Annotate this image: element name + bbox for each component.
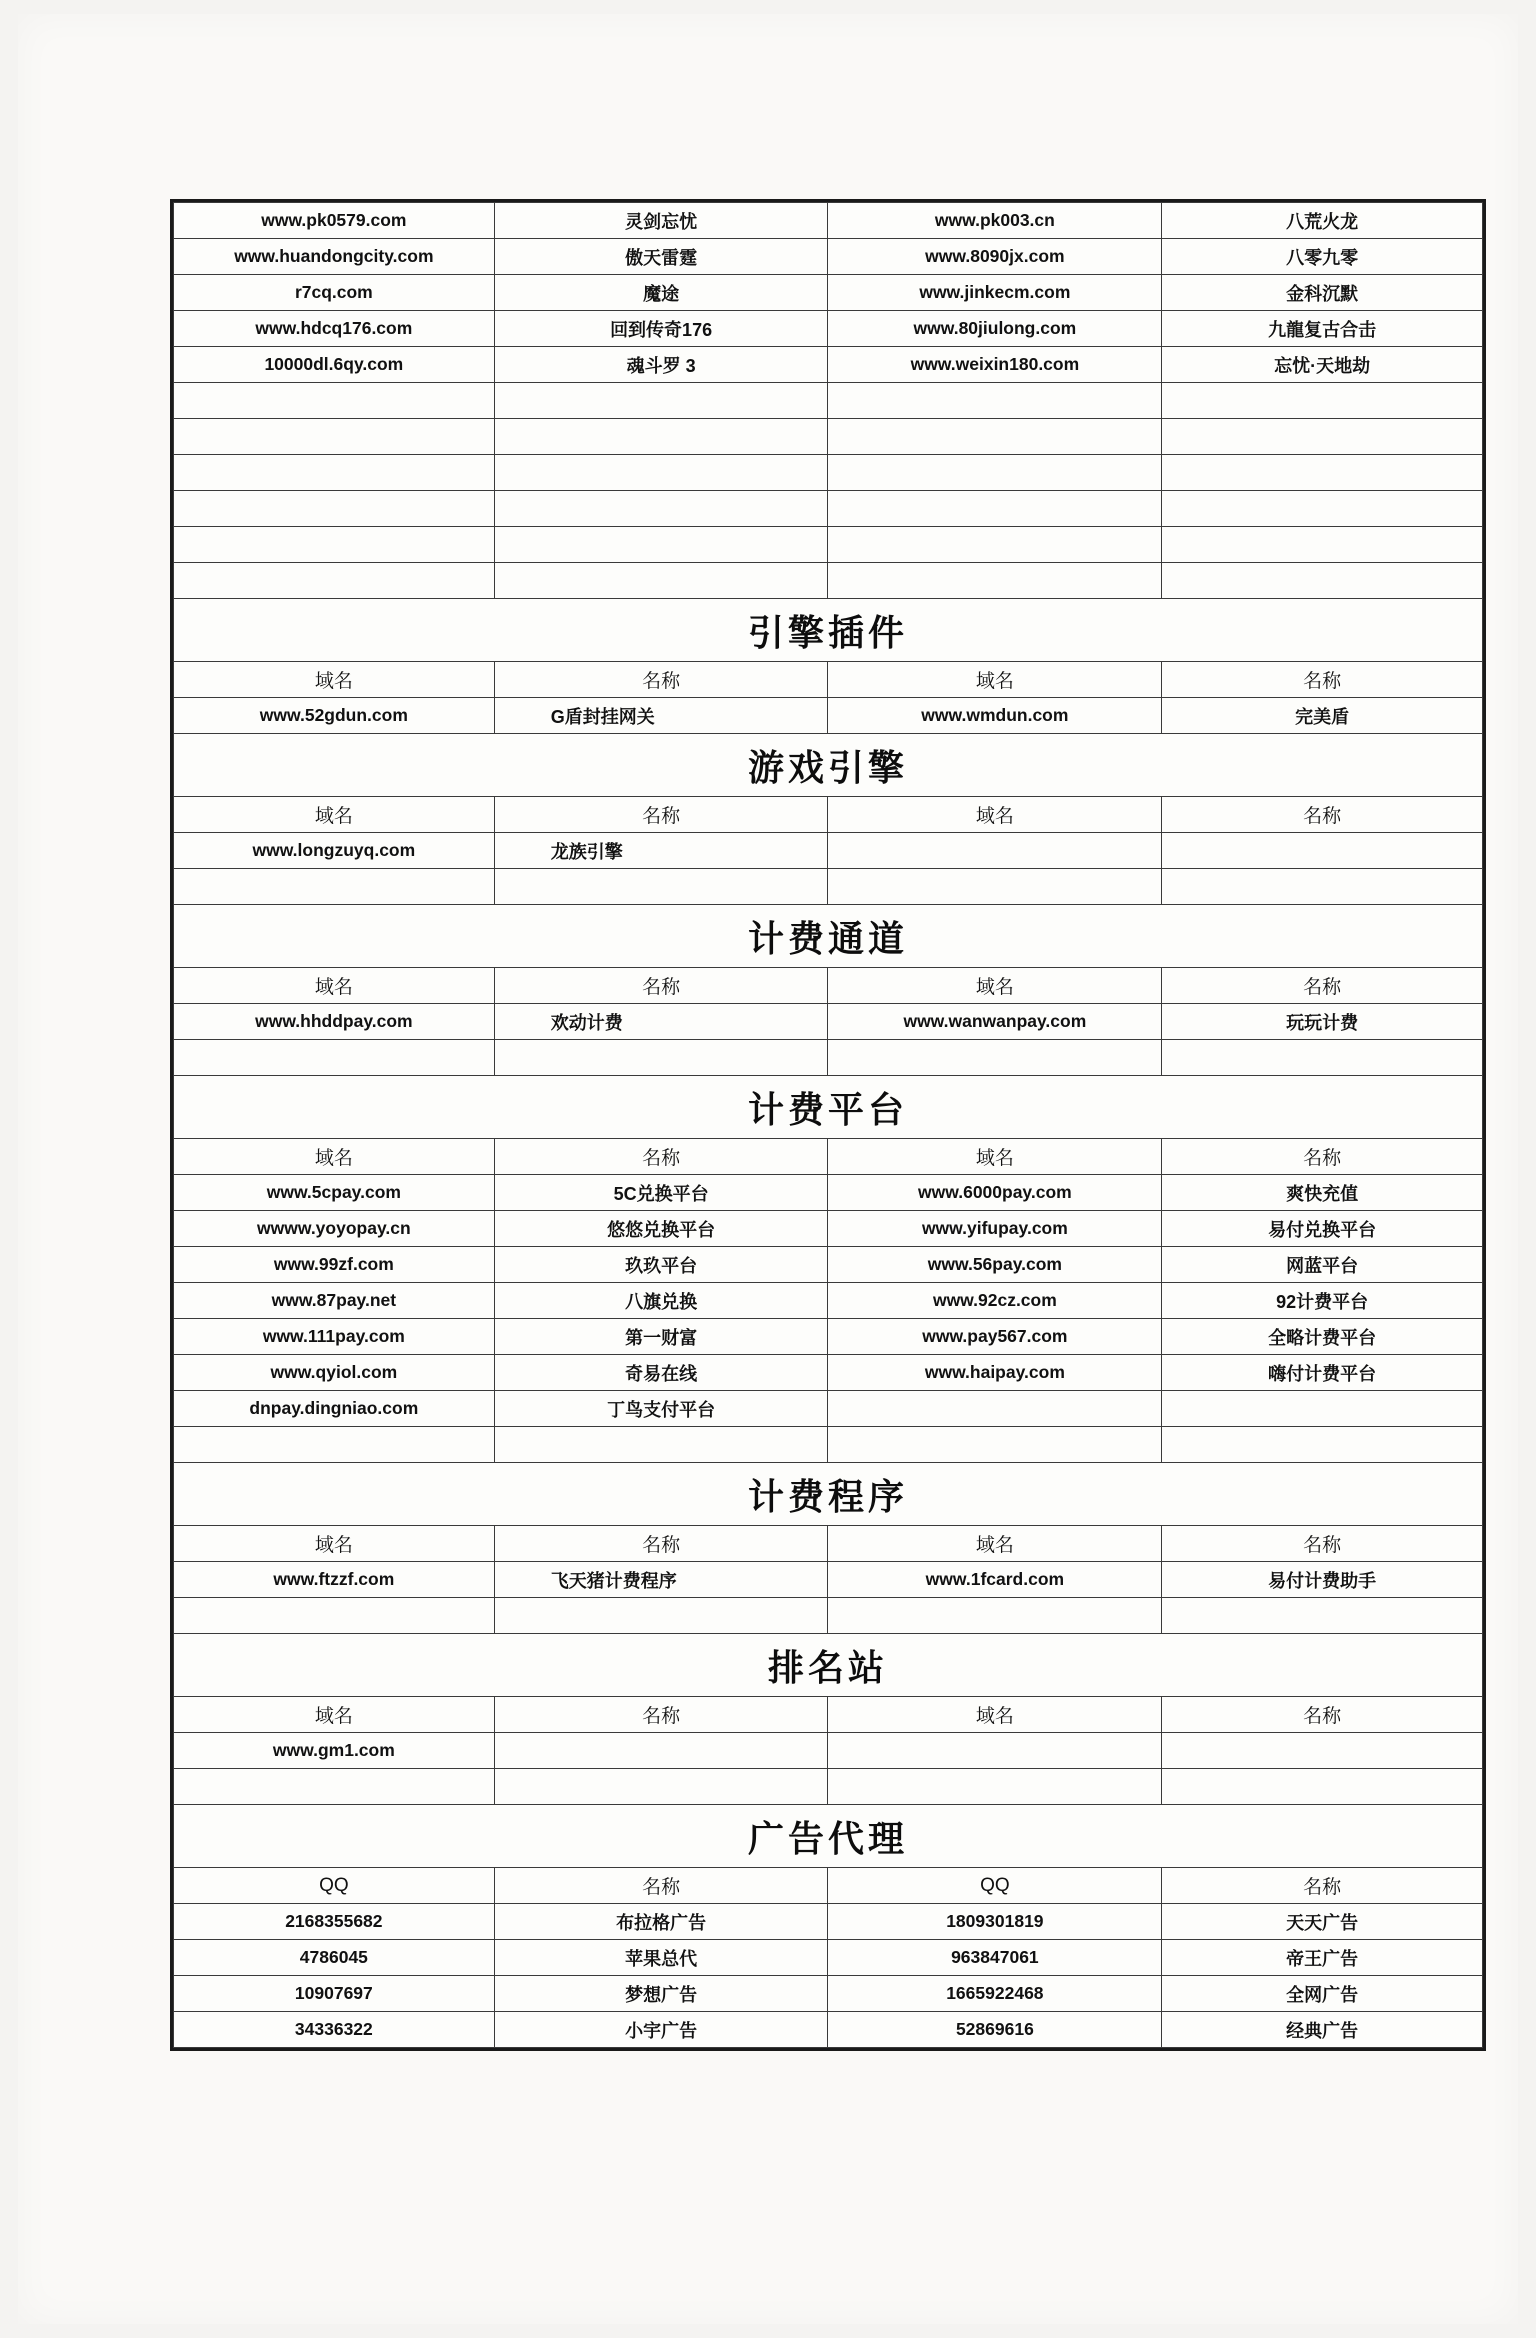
- cell-name: 5C兑换平台: [494, 1175, 828, 1211]
- column-header: 名称: [494, 1526, 828, 1562]
- section-title: 计费程序: [174, 1463, 1483, 1526]
- section-title: 广告代理: [174, 1805, 1483, 1868]
- table-row: [174, 1940, 1483, 1976]
- cell-empty: [174, 1769, 495, 1805]
- cell-name: 经典广告: [1162, 2012, 1483, 2048]
- cell-empty: [494, 869, 828, 905]
- cell-name: 全略计费平台: [1162, 1319, 1483, 1355]
- column-header: 域名: [174, 1526, 495, 1562]
- cell-name: 悠悠兑换平台: [494, 1211, 828, 1247]
- section-title-row: [174, 1634, 1483, 1697]
- cell-domain: www.92cz.com: [828, 1283, 1162, 1319]
- cell-domain: 10907697: [174, 1976, 495, 2012]
- cell-domain: www.qyiol.com: [174, 1355, 495, 1391]
- cell-domain: www.99zf.com: [174, 1247, 495, 1283]
- table-row: [174, 239, 1483, 275]
- cell-name: 回到传奇176: [494, 311, 828, 347]
- section-title-row: [174, 1463, 1483, 1526]
- cell-name: 丁鸟支付平台: [494, 1391, 828, 1427]
- cell-name: 忘忧·天地劫: [1162, 347, 1483, 383]
- cell-empty: [174, 1427, 495, 1463]
- column-header: 名称: [494, 797, 828, 833]
- cell-empty: [494, 455, 828, 491]
- table-row: [174, 1004, 1483, 1040]
- cell-domain: 4786045: [174, 1940, 495, 1976]
- column-header: 域名: [828, 1526, 1162, 1562]
- cell-empty: [174, 563, 495, 599]
- cell-empty: [494, 527, 828, 563]
- table-row-empty: [174, 563, 1483, 599]
- column-header: 名称: [494, 1139, 828, 1175]
- table-row: [174, 1391, 1483, 1427]
- cell-name: [1162, 1391, 1483, 1427]
- column-header: QQ: [828, 1868, 1162, 1904]
- cell-name: 玖玖平台: [494, 1247, 828, 1283]
- cell-name: 小宇广告: [494, 2012, 828, 2048]
- section-title: 计费平台: [174, 1076, 1483, 1139]
- column-header: 名称: [494, 968, 828, 1004]
- cell-domain: www.wanwanpay.com: [828, 1004, 1162, 1040]
- cell-empty: [174, 383, 495, 419]
- cell-empty: [174, 419, 495, 455]
- cell-name: 八荒火龙: [1162, 203, 1483, 239]
- cell-domain: www.haipay.com: [828, 1355, 1162, 1391]
- section-title: 游戏引擎: [174, 734, 1483, 797]
- cell-domain: www.hhddpay.com: [174, 1004, 495, 1040]
- column-header: QQ: [174, 1868, 495, 1904]
- cell-empty: [828, 527, 1162, 563]
- cell-domain: www.longzuyq.com: [174, 833, 495, 869]
- cell-domain: www.pk003.cn: [828, 203, 1162, 239]
- cell-domain: www.56pay.com: [828, 1247, 1162, 1283]
- table-row-empty: [174, 1769, 1483, 1805]
- cell-name: 92计费平台: [1162, 1283, 1483, 1319]
- cell-name: 魔途: [494, 275, 828, 311]
- cell-name: 梦想广告: [494, 1976, 828, 2012]
- cell-name: 八零九零: [1162, 239, 1483, 275]
- cell-name: 欢动计费: [494, 1004, 828, 1040]
- cell-empty: [1162, 491, 1483, 527]
- cell-domain: 52869616: [828, 2012, 1162, 2048]
- cell-name: 金科沉默: [1162, 275, 1483, 311]
- paper-sheet: [18, 14, 1518, 2324]
- cell-empty: [828, 563, 1162, 599]
- column-header: 域名: [174, 1139, 495, 1175]
- cell-empty: [1162, 1769, 1483, 1805]
- cell-empty: [828, 383, 1162, 419]
- cell-empty: [1162, 455, 1483, 491]
- cell-domain: 963847061: [828, 1940, 1162, 1976]
- cell-empty: [828, 1769, 1162, 1805]
- cell-empty: [1162, 1598, 1483, 1634]
- cell-name: 全网广告: [1162, 1976, 1483, 2012]
- cell-empty: [174, 491, 495, 527]
- cell-domain: www.weixin180.com: [828, 347, 1162, 383]
- section-header-row: [174, 662, 1483, 698]
- cell-domain: www.ftzzf.com: [174, 1562, 495, 1598]
- cell-empty: [174, 1040, 495, 1076]
- column-header: 域名: [828, 662, 1162, 698]
- table-row-empty: [174, 1427, 1483, 1463]
- column-header: 域名: [828, 968, 1162, 1004]
- table-row: [174, 833, 1483, 869]
- table-row: [174, 1355, 1483, 1391]
- column-header: 名称: [1162, 797, 1483, 833]
- cell-name: 布拉格广告: [494, 1904, 828, 1940]
- table-row: [174, 1319, 1483, 1355]
- table-row: [174, 698, 1483, 734]
- table-row-empty: [174, 491, 1483, 527]
- cell-empty: [1162, 419, 1483, 455]
- cell-empty: [494, 383, 828, 419]
- cell-empty: [494, 1598, 828, 1634]
- cell-name: 嗨付计费平台: [1162, 1355, 1483, 1391]
- cell-domain: www.hdcq176.com: [174, 311, 495, 347]
- table-row: [174, 311, 1483, 347]
- cell-domain: www.pk0579.com: [174, 203, 495, 239]
- cell-domain: www.6000pay.com: [828, 1175, 1162, 1211]
- cell-name: 网蓝平台: [1162, 1247, 1483, 1283]
- cell-empty: [174, 527, 495, 563]
- cell-empty: [1162, 1040, 1483, 1076]
- table-row-empty: [174, 455, 1483, 491]
- cell-name: 玩玩计费: [1162, 1004, 1483, 1040]
- cell-empty: [1162, 383, 1483, 419]
- column-header: 域名: [828, 1139, 1162, 1175]
- section-title: 计费通道: [174, 905, 1483, 968]
- cell-domain: 34336322: [174, 2012, 495, 2048]
- section-header-row: [174, 968, 1483, 1004]
- cell-domain: [828, 1733, 1162, 1769]
- table-row: [174, 203, 1483, 239]
- cell-name: 飞天猪计费程序: [494, 1562, 828, 1598]
- section-title-row: [174, 599, 1483, 662]
- cell-domain: www.80jiulong.com: [828, 311, 1162, 347]
- cell-empty: [828, 1598, 1162, 1634]
- cell-domain: www.gm1.com: [174, 1733, 495, 1769]
- cell-name: 九龍复古合击: [1162, 311, 1483, 347]
- cell-name: 完美盾: [1162, 698, 1483, 734]
- column-header: 名称: [1162, 1697, 1483, 1733]
- section-header-row: [174, 1526, 1483, 1562]
- table-row-empty: [174, 383, 1483, 419]
- section-title-row: [174, 1076, 1483, 1139]
- cell-domain: wwww.yoyopay.cn: [174, 1211, 495, 1247]
- table-row: [174, 2012, 1483, 2048]
- cell-empty: [1162, 563, 1483, 599]
- cell-name: [1162, 1733, 1483, 1769]
- cell-domain: www.yifupay.com: [828, 1211, 1162, 1247]
- section-title-row: [174, 905, 1483, 968]
- cell-domain: www.wmdun.com: [828, 698, 1162, 734]
- column-header: 域名: [174, 662, 495, 698]
- cell-domain: 1809301819: [828, 1904, 1162, 1940]
- section-header-row: [174, 1868, 1483, 1904]
- section-title: 引擎插件: [174, 599, 1483, 662]
- cell-name: 易付兑换平台: [1162, 1211, 1483, 1247]
- cell-name: 帝王广告: [1162, 1940, 1483, 1976]
- column-header: 域名: [174, 1697, 495, 1733]
- cell-name: 爽快充值: [1162, 1175, 1483, 1211]
- cell-domain: www.jinkecm.com: [828, 275, 1162, 311]
- cell-name: 八旗兑换: [494, 1283, 828, 1319]
- column-header: 名称: [1162, 1526, 1483, 1562]
- cell-empty: [494, 491, 828, 527]
- column-header: 域名: [828, 797, 1162, 833]
- cell-name: 龙族引擎: [494, 833, 828, 869]
- section-header-row: [174, 797, 1483, 833]
- table-row-empty: [174, 1040, 1483, 1076]
- cell-domain: www.111pay.com: [174, 1319, 495, 1355]
- table-row-empty: [174, 1598, 1483, 1634]
- section-title-row: [174, 734, 1483, 797]
- cell-empty: [1162, 527, 1483, 563]
- cell-empty: [828, 869, 1162, 905]
- table-row: [174, 275, 1483, 311]
- table-row: [174, 1904, 1483, 1940]
- table-row-empty: [174, 527, 1483, 563]
- column-header: 名称: [1162, 1139, 1483, 1175]
- main-table: [173, 202, 1483, 2048]
- cell-domain: www.8090jx.com: [828, 239, 1162, 275]
- cell-domain: www.5cpay.com: [174, 1175, 495, 1211]
- cell-empty: [174, 869, 495, 905]
- cell-empty: [174, 455, 495, 491]
- column-header: 名称: [494, 662, 828, 698]
- cell-domain: www.pay567.com: [828, 1319, 1162, 1355]
- cell-name: 灵剑忘忧: [494, 203, 828, 239]
- domain-name-table-sheet: [170, 199, 1486, 2051]
- cell-domain: 10000dl.6qy.com: [174, 347, 495, 383]
- section-title-row: [174, 1805, 1483, 1868]
- section-header-row: [174, 1139, 1483, 1175]
- cell-empty: [494, 1040, 828, 1076]
- column-header: 名称: [494, 1697, 828, 1733]
- section-title: 排名站: [174, 1634, 1483, 1697]
- cell-domain: www.87pay.net: [174, 1283, 495, 1319]
- cell-domain: www.52gdun.com: [174, 698, 495, 734]
- column-header: 域名: [174, 968, 495, 1004]
- section-header-row: [174, 1697, 1483, 1733]
- table-row: [174, 1247, 1483, 1283]
- cell-empty: [494, 419, 828, 455]
- cell-name: 天天广告: [1162, 1904, 1483, 1940]
- cell-empty: [1162, 869, 1483, 905]
- table-row: [174, 1562, 1483, 1598]
- cell-name: [494, 1733, 828, 1769]
- column-header: 名称: [1162, 662, 1483, 698]
- column-header: 域名: [828, 1697, 1162, 1733]
- cell-empty: [1162, 1427, 1483, 1463]
- cell-empty: [828, 491, 1162, 527]
- cell-empty: [828, 455, 1162, 491]
- cell-empty: [828, 1040, 1162, 1076]
- table-row: [174, 1211, 1483, 1247]
- table-row-empty: [174, 419, 1483, 455]
- column-header: 域名: [174, 797, 495, 833]
- cell-empty: [828, 1427, 1162, 1463]
- cell-domain: www.huandongcity.com: [174, 239, 495, 275]
- cell-name: 苹果总代: [494, 1940, 828, 1976]
- cell-empty: [494, 1769, 828, 1805]
- table-row: [174, 347, 1483, 383]
- cell-domain: dnpay.dingniao.com: [174, 1391, 495, 1427]
- cell-empty: [828, 419, 1162, 455]
- table-row-empty: [174, 869, 1483, 905]
- cell-name: 易付计费助手: [1162, 1562, 1483, 1598]
- table-row: [174, 1175, 1483, 1211]
- cell-name: [1162, 833, 1483, 869]
- cell-domain: [828, 833, 1162, 869]
- cell-name: 魂斗罗 3: [494, 347, 828, 383]
- cell-name: 傲天雷霆: [494, 239, 828, 275]
- cell-domain: 1665922468: [828, 1976, 1162, 2012]
- cell-empty: [174, 1598, 495, 1634]
- cell-empty: [494, 563, 828, 599]
- cell-empty: [494, 1427, 828, 1463]
- column-header: 名称: [494, 1868, 828, 1904]
- cell-name: G盾封挂网关: [494, 698, 828, 734]
- column-header: 名称: [1162, 968, 1483, 1004]
- cell-domain: www.1fcard.com: [828, 1562, 1162, 1598]
- column-header: 名称: [1162, 1868, 1483, 1904]
- cell-name: 奇易在线: [494, 1355, 828, 1391]
- cell-domain: 2168355682: [174, 1904, 495, 1940]
- table-row: [174, 1733, 1483, 1769]
- table-row: [174, 1976, 1483, 2012]
- cell-domain: r7cq.com: [174, 275, 495, 311]
- cell-domain: [828, 1391, 1162, 1427]
- table-row: [174, 1283, 1483, 1319]
- cell-name: 第一财富: [494, 1319, 828, 1355]
